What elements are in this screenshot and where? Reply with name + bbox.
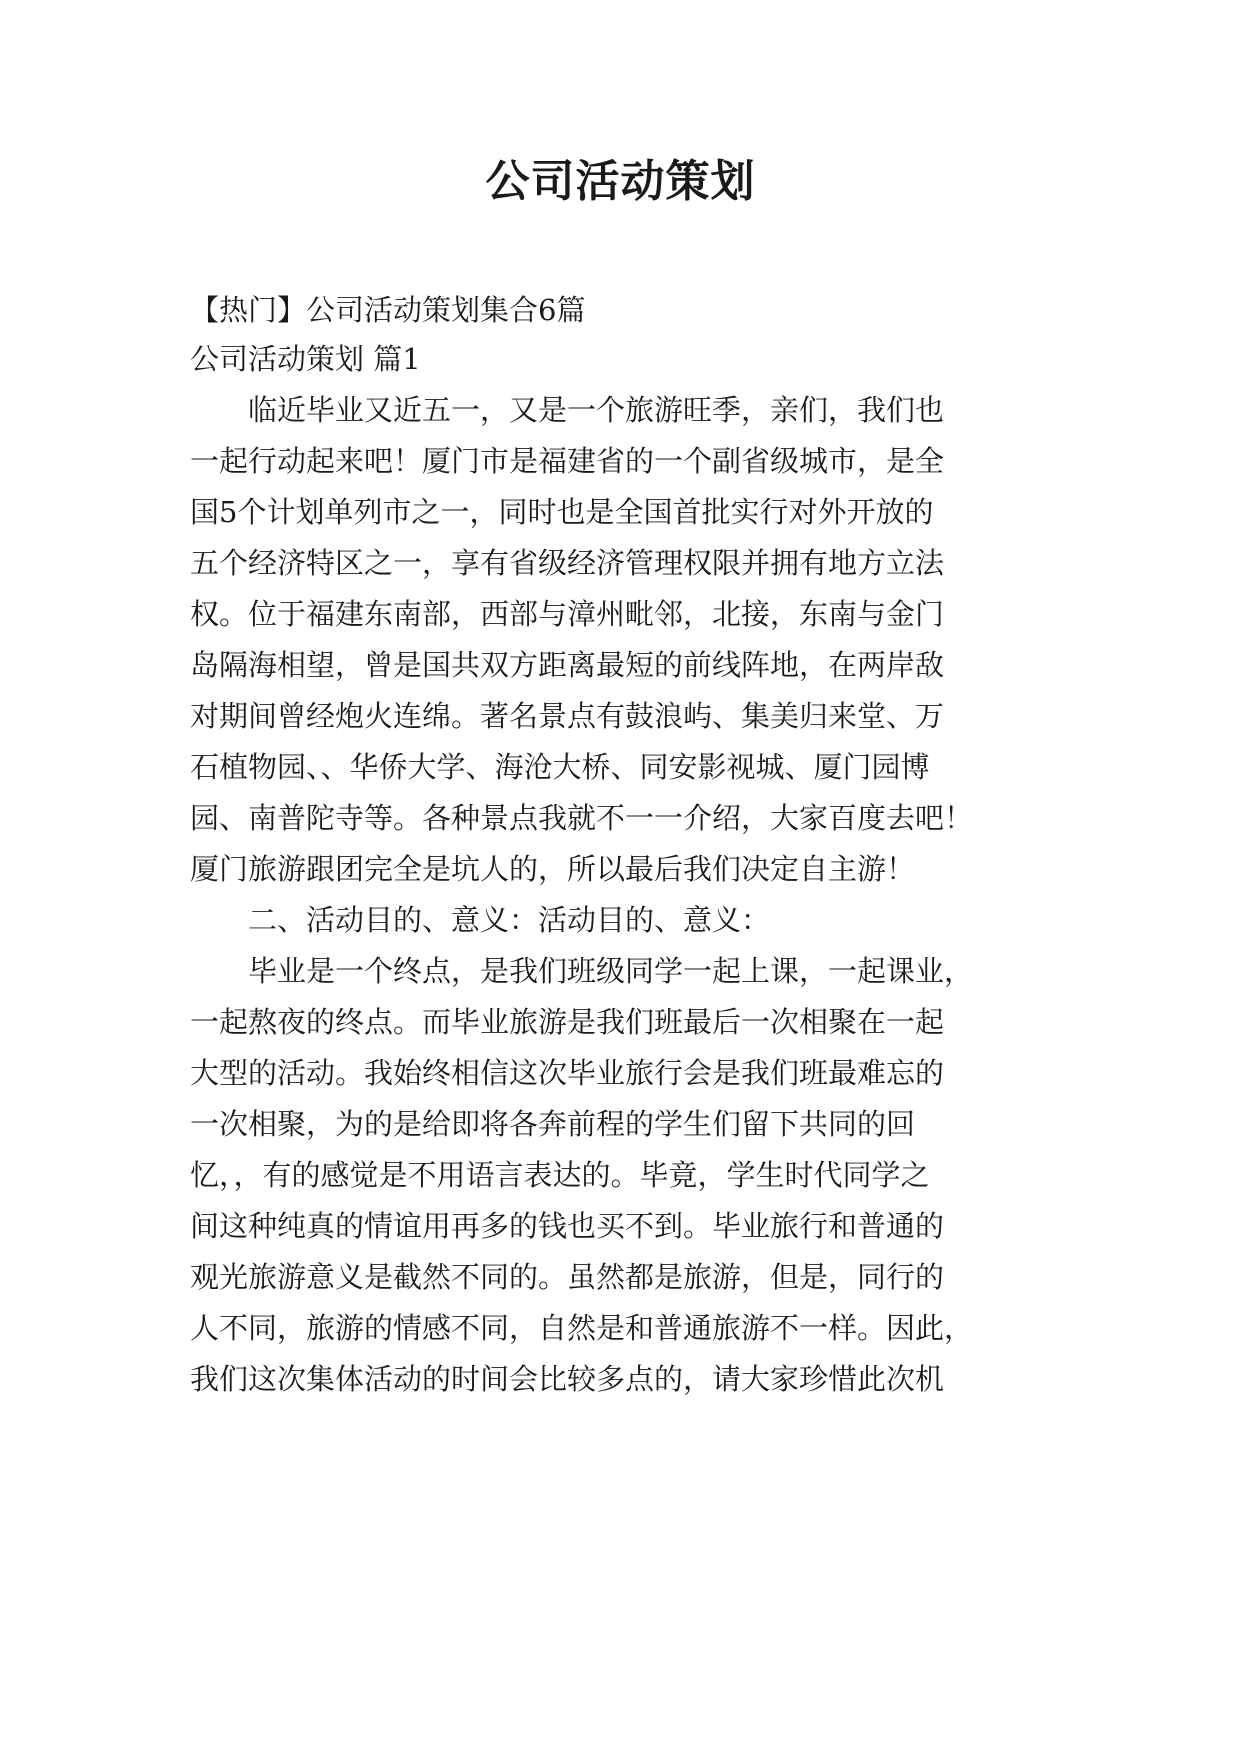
paragraph-line: 一起熬夜的终点。而毕业旅游是我们班最后一次相聚在一起 bbox=[190, 1005, 945, 1039]
section-heading: 公司活动策划 篇1 bbox=[190, 342, 421, 376]
section-heading-2: 二、活动目的、意义：活动目的、意义： bbox=[248, 903, 771, 937]
paragraph-line: 权。位于福建东南部，西部与漳州毗邻，北接，东南与金门 bbox=[190, 597, 945, 631]
paragraph-line: 园、南普陀寺等。各种景点我就不一一介绍，大家百度去吧！ bbox=[190, 801, 974, 835]
paragraph-line: 一起行动起来吧！厦门市是福建省的一个副省级城市，是全 bbox=[190, 444, 945, 478]
paragraph-line: 一次相聚，为的是给即将各奔前程的学生们留下共同的回 bbox=[190, 1107, 916, 1141]
paragraph-line: 厦门旅游跟团完全是坑人的，所以最后我们决定自主游！ bbox=[190, 852, 916, 886]
document-title: 公司活动策划 bbox=[485, 156, 756, 207]
paragraph-line: 五个经济特区之一，享有省级经济管理权限并拥有地方立法 bbox=[190, 546, 945, 580]
paragraph-line: 忆，，有的感觉是不用语言表达的。毕竟，学生时代同学之 bbox=[190, 1158, 930, 1192]
paragraph-line: 毕业是一个终点，是我们班级同学一起上课，一起课业， bbox=[248, 954, 974, 988]
paragraph-line: 观光旅游意义是截然不同的。虽然都是旅游，但是，同行的 bbox=[190, 1260, 945, 1294]
paragraph-line: 临近毕业又近五一，又是一个旅游旺季，亲们，我们也 bbox=[248, 393, 945, 427]
subtitle: 【热门】公司活动策划集合6篇 bbox=[190, 293, 586, 327]
paragraph-line: 对期间曾经炮火连绵。著名景点有鼓浪屿、集美归来堂、万 bbox=[190, 699, 945, 733]
paragraph-line: 我们这次集体活动的时间会比较多点的，请大家珍惜此次机 bbox=[190, 1362, 945, 1396]
paragraph-line: 石植物园、、华侨大学、海沧大桥、同安影视城、厦门园博 bbox=[190, 750, 930, 784]
paragraph-line: 大型的活动。我始终相信这次毕业旅行会是我们班最难忘的 bbox=[190, 1056, 945, 1090]
paragraph-line: 国5个计划单列市之一，同时也是全国首批实行对外开放的 bbox=[190, 495, 934, 529]
paragraph-line: 间这种纯真的情谊用再多的钱也买不到。毕业旅行和普通的 bbox=[190, 1209, 945, 1243]
paragraph-line: 人不同，旅游的情感不同，自然是和普通旅游不一样。因此， bbox=[190, 1311, 974, 1345]
paragraph-line: 岛隔海相望，曾是国共双方距离最短的前线阵地，在两岸敌 bbox=[190, 648, 945, 682]
